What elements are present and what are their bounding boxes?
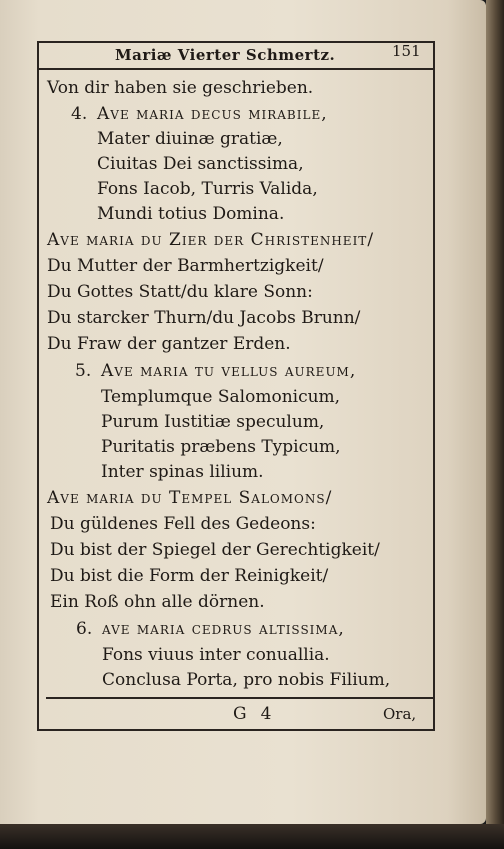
text-line: Ave maria du Tempel Salomons/ [47, 488, 333, 508]
text-line: Mundi totius Domina. [97, 204, 285, 224]
verse-line: 5. Ave maria tu vellus aureum, [75, 361, 357, 381]
verse-line: 6. ave maria cedrus altissima, [76, 619, 345, 639]
signature-mark: G 4 [233, 704, 272, 724]
page-number: 151 [392, 42, 421, 60]
text-line: Puritatis præbens Typicum, [101, 437, 341, 457]
text-line: Mater diuinæ gratiæ, [97, 129, 283, 149]
text-line: Du güldenes Fell des Gedeons: [50, 514, 316, 534]
text-line: Von dir haben sie geschrieben. [47, 78, 314, 98]
verse-number: 5. [75, 361, 92, 381]
verse-number: 6. [76, 619, 93, 639]
text-line: Fons viuus inter conuallia. [102, 645, 330, 665]
verse-line: 4. Ave maria decus mirabile, [71, 104, 328, 124]
text-line: Ein Roß ohn alle dörnen. [50, 592, 265, 612]
text-line: Du bist der Spiegel der Gerechtigkeit/ [50, 540, 380, 560]
text-line: Du bist die Form der Reinigkeit/ [50, 566, 329, 586]
text-line: Fons Iacob, Turris Valida, [97, 179, 318, 199]
text-line: Du Fraw der gantzer Erden. [47, 334, 291, 354]
page-edge [486, 0, 504, 849]
verse-number: 4. [71, 104, 88, 124]
text-line: Du Gottes Statt/du klare Sonn: [47, 282, 313, 302]
footer-rule [46, 697, 435, 699]
text-line: Du Mutter der Barmhertzigkeit/ [47, 256, 324, 276]
text-line: Templumque Salomonicum, [101, 387, 341, 407]
book-bottom-edge [0, 824, 504, 849]
text-line: Conclusa Porta, pro nobis Filium, [102, 670, 391, 690]
text-line: Purum Iustitiæ speculum, [101, 412, 325, 432]
running-head: Mariæ Vierter Schmertz. [115, 46, 336, 64]
catchword: Ora, [383, 705, 417, 723]
text-line: Du starcker Thurn/du Jacobs Brunn/ [47, 308, 361, 328]
text-line: Ave maria du Zier der Christenheit/ [47, 230, 375, 250]
text-line: Inter spinas lilium. [101, 462, 264, 482]
header-rule [37, 68, 435, 70]
text-line: Ciuitas Dei sanctissima, [97, 154, 304, 174]
